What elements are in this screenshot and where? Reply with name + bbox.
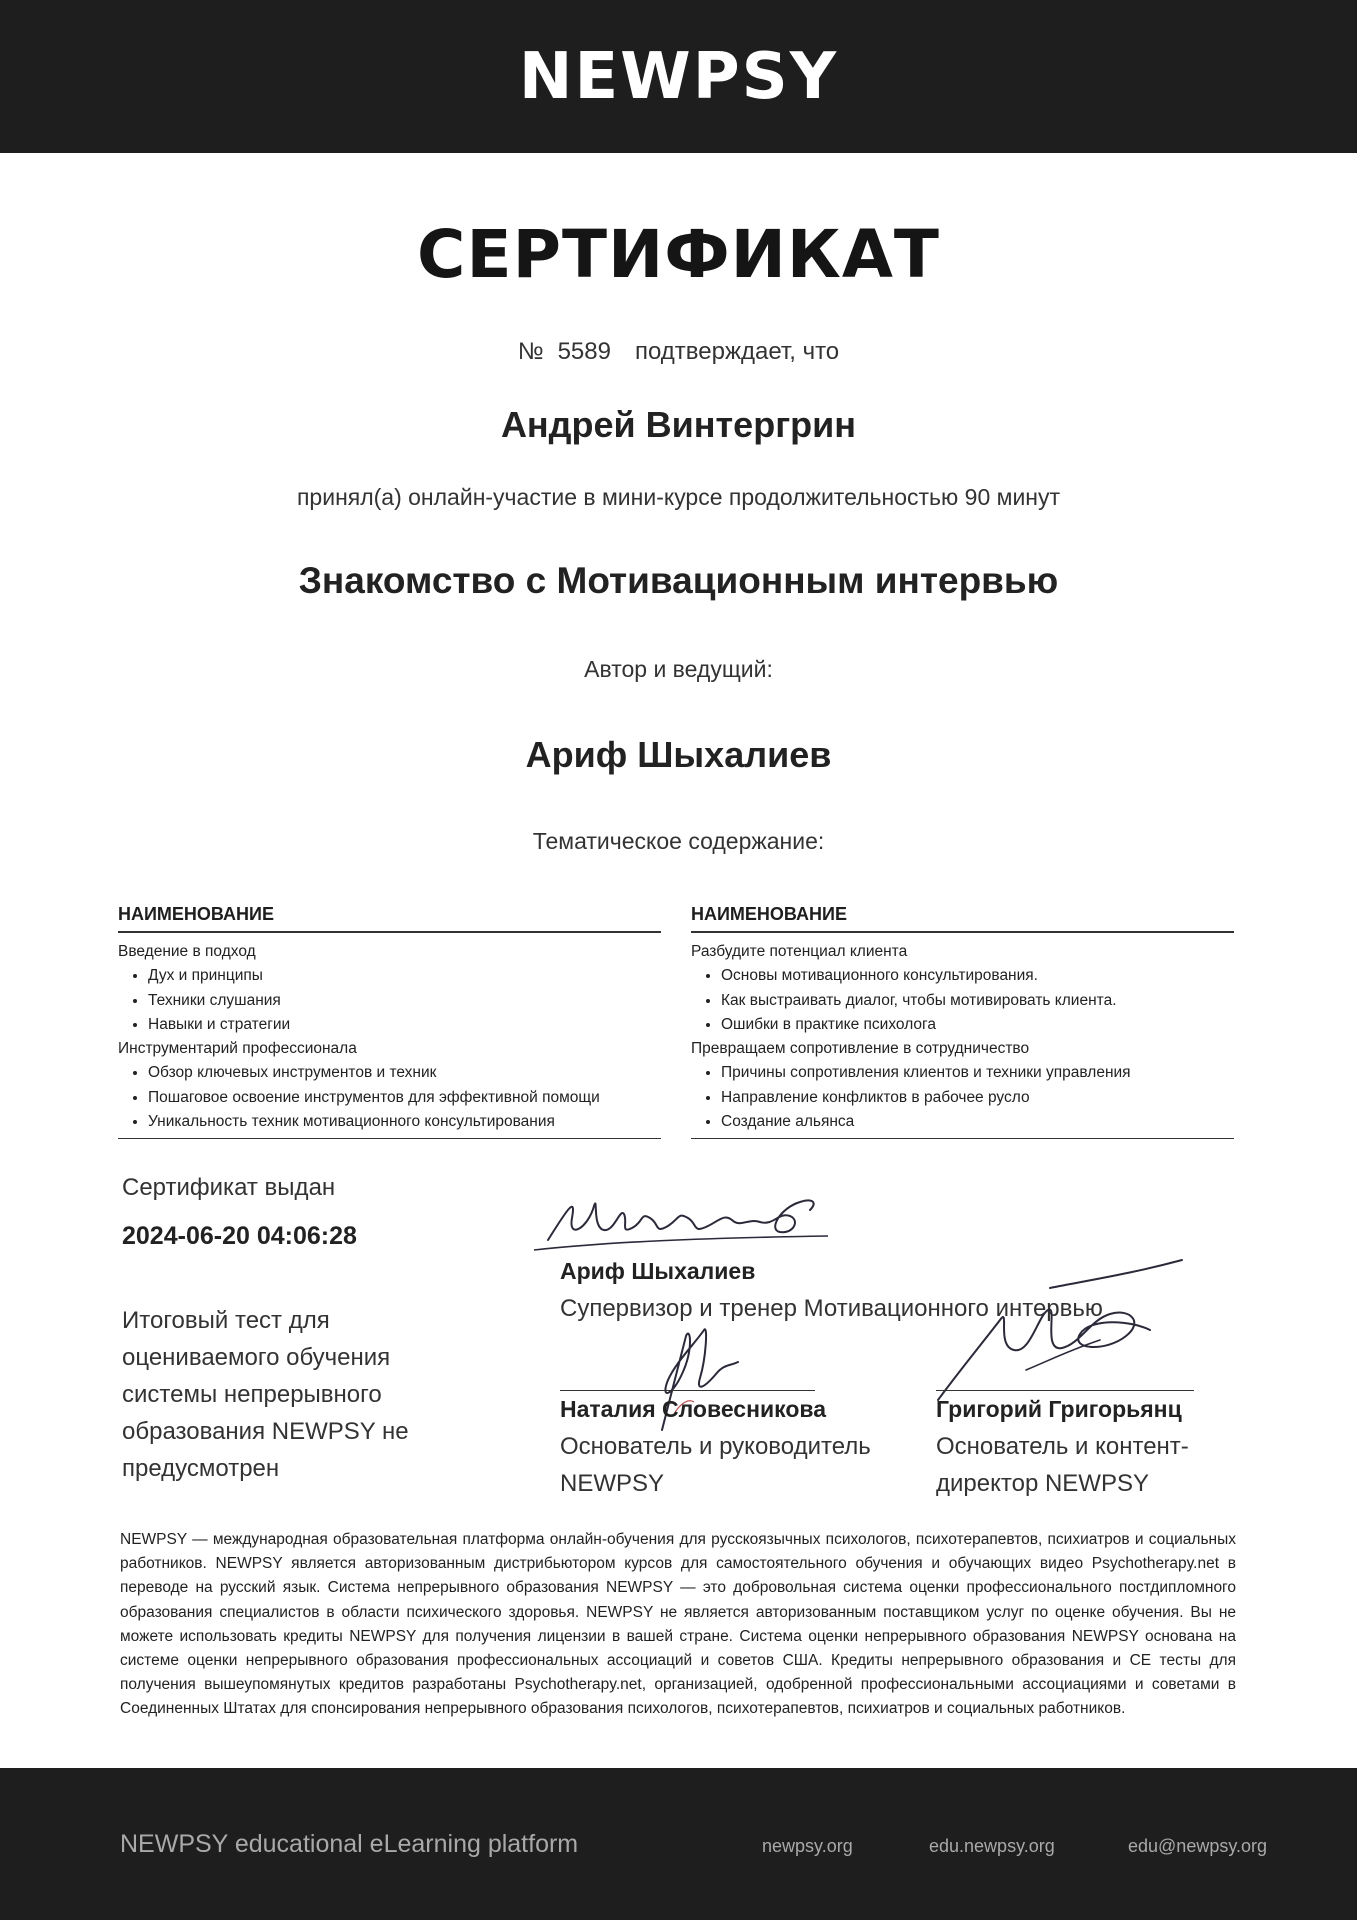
certificate-number-line bbox=[0, 338, 1357, 366]
topic-item: • Основы мотивационного консультирования. bbox=[721, 964, 1234, 988]
signer-name: Наталия Словесникова bbox=[560, 1396, 827, 1422]
topic-item: • Ошибки в практике психолога bbox=[721, 1013, 1234, 1037]
topics-column-right bbox=[691, 904, 1234, 1139]
logo: NEWPSY bbox=[518, 39, 839, 114]
topic-group-title: Разбудите потенциал клиента bbox=[691, 943, 908, 960]
confirms-text: подтверждает, что bbox=[634, 338, 840, 365]
final-test-note: Итоговый тест для оцениваемого обучения системы непрерывного образования NEWPSY не предусмотрен bbox=[122, 1307, 409, 1482]
number-sign: № bbox=[517, 338, 544, 365]
signature-arif-image bbox=[528, 1188, 848, 1260]
column-header: НАИМЕНОВАНИЕ bbox=[691, 904, 1234, 933]
topic-item: • Причины сопротивления клиентов и техники управления bbox=[721, 1061, 1234, 1085]
topic-item: • Техники слушания bbox=[148, 989, 661, 1013]
signer-name: Григорий Григорьянц bbox=[936, 1396, 1182, 1422]
signer-role: Основатель и контент-директор NEWPSY bbox=[936, 1433, 1189, 1497]
certificate-title: СЕРТИФИКАТ bbox=[417, 216, 940, 293]
topic-list bbox=[691, 1061, 1234, 1134]
topic-list bbox=[691, 964, 1234, 1037]
footer-bar bbox=[0, 1768, 1357, 1920]
author-name: Ариф Шыхалиев bbox=[525, 734, 832, 775]
column-body bbox=[118, 933, 661, 1139]
signature-line bbox=[936, 1390, 1194, 1391]
certificate-number: 5589 bbox=[557, 338, 611, 365]
topic-item: • Обзор ключевых инструментов и техник bbox=[148, 1061, 661, 1085]
recipient-name: Андрей Винтергрин bbox=[500, 404, 857, 445]
topic-list bbox=[118, 964, 661, 1037]
signer-role: Супервизор и тренер Мотивационного интервью bbox=[560, 1295, 1103, 1322]
participation-text: принял(а) онлайн-участие в мини-курсе продолжительностью 90 минут bbox=[296, 484, 1061, 510]
topic-item: • Создание альянса bbox=[721, 1110, 1234, 1134]
column-header: НАИМЕНОВАНИЕ bbox=[118, 904, 661, 933]
topic-item: • Уникальность техник мотивационного консультирования bbox=[148, 1110, 661, 1134]
issued-date: 2024-06-20 04:06:28 bbox=[122, 1222, 357, 1250]
topic-item: • Дух и принципы bbox=[148, 964, 661, 988]
topic-list bbox=[118, 1061, 661, 1134]
signature-line bbox=[560, 1390, 815, 1391]
signer-name: Ариф Шыхалиев bbox=[560, 1258, 756, 1284]
topics-column-left bbox=[118, 904, 661, 1139]
disclaimer-text: NEWPSY — международная образовательная платформа онлайн-обучения для русскоязычных психологов, психотерапевтов, психиатров и социальных работников. NEWPSY является авторизованным дистрибьютором курсов для самостоятельного обучения и обучающих видео Psychotherapy.net в переводе на русский язык. Система непрерывного образования NEWPSY — это добровольная система оценки профессионального постдипломного образования специалистов в области психического здоровья. NEWPSY не является авторизованным поставщиком услуг по оценке обучения. Вы не можете использовать кредиты NEWPSY для получения лицензии в вашей стране. Система оценки непрерывного образования NEWPSY основана на системе оценки непрерывного образования профессиональных ассоциаций и советов США. Кредиты непрерывного образования и CE тесты для получения вышеупомянутых кредитов разработаны Psychotherapy.net, организацией, одобренной профессиональными ассоциациями и советами в Соединенных Штатах для спонсирования непрерывного образования психологов, психотерапевтов, психиатров и социальных работников. bbox=[120, 1531, 1236, 1718]
footer-platform-name: NEWPSY educational eLearning platform bbox=[120, 1830, 579, 1858]
topic-group-title: Инструментарий профессионала bbox=[118, 1040, 357, 1058]
signer-role: Основатель и руководитель NEWPSY bbox=[560, 1433, 871, 1497]
topic-item: • Направление конфликтов в рабочее русло bbox=[721, 1086, 1234, 1110]
topic-item: • Пошаговое освоение инструментов для эффективной помощи bbox=[148, 1086, 661, 1110]
footer-link-email[interactable]: edu@newpsy.org bbox=[1128, 1836, 1268, 1856]
issued-label: Сертификат выдан bbox=[122, 1174, 336, 1201]
footer-link-edu[interactable]: edu.newpsy.org bbox=[929, 1836, 1055, 1856]
topic-group-title: Введение в подход bbox=[118, 943, 256, 960]
topic-item: • Как выстраивать диалог, чтобы мотивировать клиента. bbox=[721, 989, 1234, 1013]
topics-label: Тематическое содержание: bbox=[532, 828, 825, 854]
author-label: Автор и ведущий: bbox=[584, 656, 773, 682]
course-title: Знакомство с Мотивационным интервью bbox=[298, 560, 1059, 601]
footer-link-newpsy[interactable]: newpsy.org bbox=[762, 1836, 853, 1856]
topic-item: • Навыки и стратегии bbox=[148, 1013, 661, 1037]
header-bar bbox=[0, 0, 1357, 153]
column-body bbox=[691, 933, 1234, 1139]
topic-group-title: Превращаем сопротивление в сотрудничество bbox=[691, 1040, 1030, 1058]
